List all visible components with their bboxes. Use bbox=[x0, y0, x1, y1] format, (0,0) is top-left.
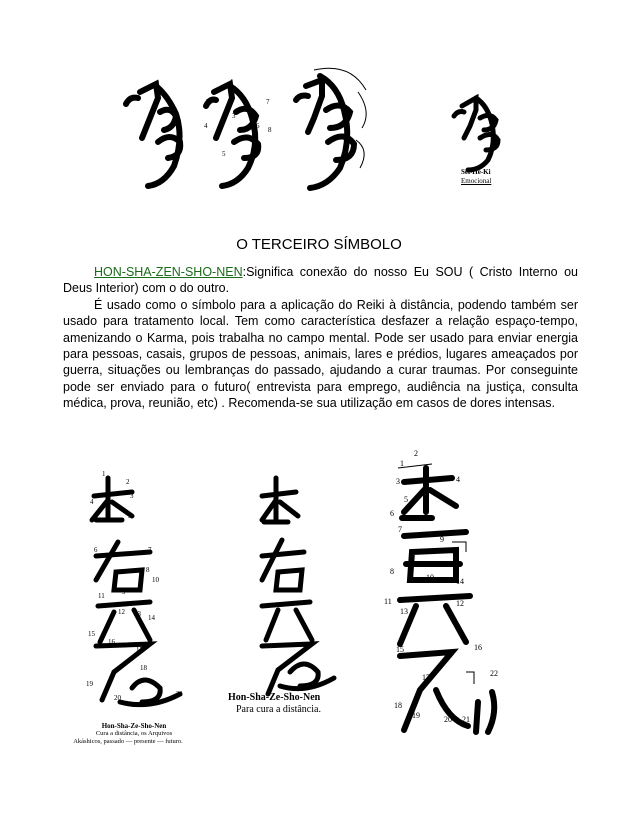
svg-text:19: 19 bbox=[86, 680, 93, 688]
svg-text:14: 14 bbox=[148, 614, 155, 622]
sei-he-ki-symbol-3 bbox=[296, 76, 354, 188]
svg-text:7: 7 bbox=[266, 98, 270, 106]
sei-he-ki-symbols-row bbox=[0, 0, 638, 200]
svg-text:8: 8 bbox=[146, 566, 150, 574]
svg-text:2: 2 bbox=[126, 478, 130, 486]
sei-he-ki-symbol-4 bbox=[454, 98, 498, 170]
svg-text:4: 4 bbox=[90, 498, 94, 506]
svg-text:14: 14 bbox=[456, 577, 464, 586]
svg-text:6: 6 bbox=[94, 546, 98, 554]
left-symbol-caption-line1: Cura a distância, os Arquivos bbox=[95, 730, 173, 737]
symbol-definition: :Significa conexão do nosso Eu SOU ( Cristo Interno ou Deus Interior) com o do outro. bbox=[63, 265, 578, 296]
svg-text:1: 1 bbox=[230, 78, 234, 86]
svg-text:4: 4 bbox=[456, 475, 460, 484]
svg-text:9: 9 bbox=[440, 535, 444, 544]
svg-text:21: 21 bbox=[462, 715, 470, 724]
hon-sha-middle-symbol bbox=[262, 478, 334, 694]
left-symbol-caption-name: Hon-Sha-Ze-Sho-Nen bbox=[101, 722, 167, 730]
body-text bbox=[63, 264, 578, 412]
svg-text:21: 21 bbox=[176, 690, 183, 698]
svg-text:1: 1 bbox=[102, 470, 106, 478]
svg-text:15: 15 bbox=[396, 645, 404, 654]
svg-text:3: 3 bbox=[232, 112, 236, 120]
middle-symbol-caption-name: Hon-Sha-Ze-Sho-Nen bbox=[228, 692, 321, 703]
svg-text:18: 18 bbox=[140, 664, 147, 672]
sei-he-ki-symbol-1 bbox=[126, 84, 180, 186]
svg-text:17: 17 bbox=[422, 673, 430, 682]
svg-text:6: 6 bbox=[390, 509, 394, 518]
hon-sha-right-step-numbers bbox=[384, 449, 498, 724]
svg-text:12: 12 bbox=[456, 599, 464, 608]
svg-text:13: 13 bbox=[400, 607, 408, 616]
svg-text:5: 5 bbox=[222, 150, 226, 158]
svg-text:8: 8 bbox=[390, 567, 394, 576]
hon-sha-left-step-numbers bbox=[86, 470, 184, 702]
symbol-name-term: HON-SHA-ZEN-SHO-NEN bbox=[94, 265, 243, 279]
svg-text:19: 19 bbox=[412, 711, 420, 720]
svg-text:3: 3 bbox=[396, 477, 400, 486]
usage-paragraph: É usado como o símbolo para a aplicação do Reiki à distância, podendo também ser usado para tratamento local. Tem como característica desfazer a relação espaço-tempo, amenizando o Karma, pois trabalha no campo mental. Pode ser usado para enviar energia para pessoas, casais, grupos de pessoas, animais, lares e prédios, lugares ameaçados por guerra, situações ou lembranças do passado, ajudando a curar traumas. Por conseguinte pode ser enviado para o futuro( entrevista para emprego, audiência na justiça, consulta médica, prova, reunião, etc) . Recomenda-se sua utilização em casos de dores intensas. bbox=[63, 297, 578, 411]
svg-text:1: 1 bbox=[400, 459, 404, 468]
svg-text:3: 3 bbox=[130, 492, 134, 500]
svg-text:5: 5 bbox=[128, 512, 132, 520]
svg-text:5: 5 bbox=[404, 495, 408, 504]
svg-text:4: 4 bbox=[204, 122, 208, 130]
sei-he-ki-drawings bbox=[0, 0, 638, 200]
svg-text:11: 11 bbox=[98, 592, 105, 600]
svg-text:7: 7 bbox=[148, 546, 152, 554]
svg-text:8: 8 bbox=[268, 126, 272, 134]
sei-he-ki-caption-sub: Emocional bbox=[461, 177, 492, 185]
left-symbol-caption-line2: Akáshicos, passado — presente — futuro. bbox=[73, 738, 183, 745]
hon-sha-left-symbol bbox=[92, 478, 180, 705]
page-title: O TERCEIRO SÍMBOLO bbox=[236, 236, 402, 253]
svg-text:18: 18 bbox=[394, 701, 402, 710]
svg-text:11: 11 bbox=[384, 597, 392, 606]
svg-text:16: 16 bbox=[474, 643, 482, 652]
svg-text:13: 13 bbox=[134, 610, 141, 618]
middle-symbol-caption-sub: Para cura a distância. bbox=[236, 704, 321, 715]
hon-sha-ze-sho-nen-drawings bbox=[0, 440, 638, 826]
svg-text:7: 7 bbox=[398, 525, 402, 534]
svg-text:9: 9 bbox=[122, 588, 126, 596]
definition-paragraph bbox=[63, 264, 578, 297]
svg-text:17: 17 bbox=[136, 646, 143, 654]
svg-text:10: 10 bbox=[152, 576, 159, 584]
svg-text:16: 16 bbox=[108, 638, 115, 646]
svg-text:20: 20 bbox=[444, 715, 452, 724]
svg-text:22: 22 bbox=[490, 669, 498, 678]
svg-text:2: 2 bbox=[206, 98, 210, 106]
svg-text:12: 12 bbox=[118, 608, 125, 616]
svg-text:15: 15 bbox=[88, 630, 95, 638]
sei-he-ki-symbol-2 bbox=[206, 84, 258, 186]
svg-text:2: 2 bbox=[414, 449, 418, 458]
sei-he-ki-caption-name: Sei-He-Ki bbox=[461, 168, 491, 176]
svg-text:10: 10 bbox=[426, 573, 434, 582]
svg-text:6: 6 bbox=[256, 122, 260, 130]
hon-sha-right-symbol bbox=[400, 468, 494, 732]
svg-text:20: 20 bbox=[114, 694, 121, 702]
hon-sha-ze-sho-nen-symbols-row bbox=[0, 440, 638, 826]
